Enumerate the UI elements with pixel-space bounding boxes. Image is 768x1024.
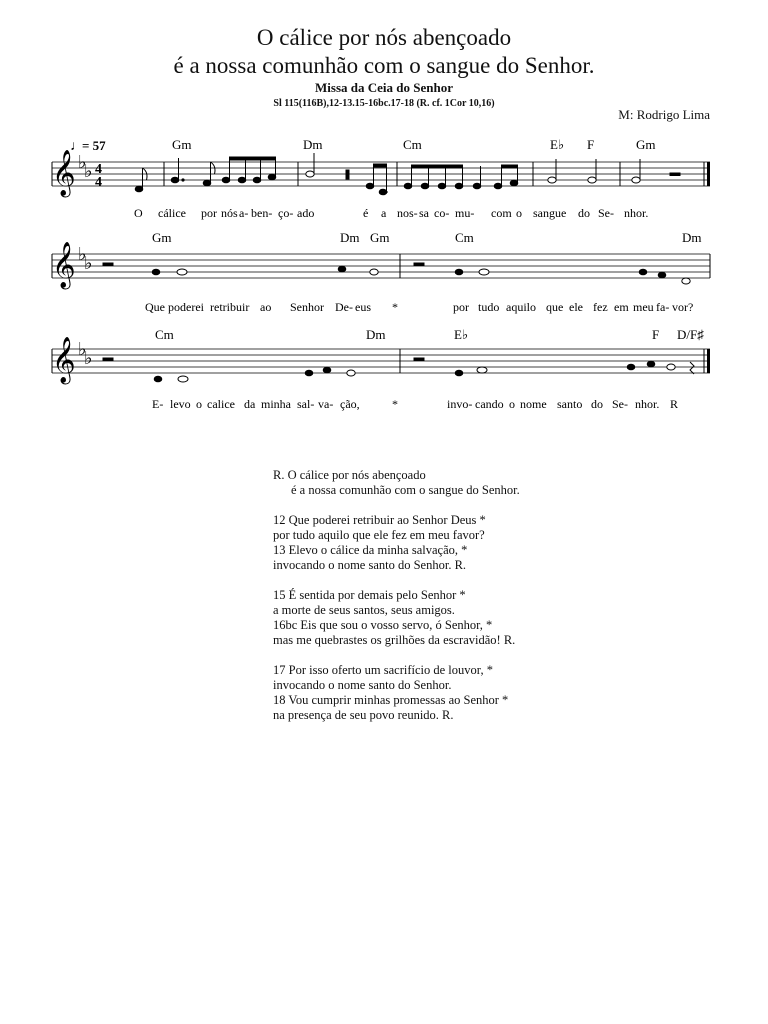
psalm-line: 18 Vou cumprir minhas promessas ao Senhor * [273, 693, 509, 707]
flat-sign-icon: ♭ [84, 253, 93, 274]
psalm-line: 16bc Eis que sou o vosso servo, ó Senhor, * [273, 618, 493, 632]
lyric-syllable: sa [419, 206, 429, 220]
psalm-line: 15 É sentida por demais pelo Senhor * [273, 588, 466, 602]
lyric-syllable: retribuir [210, 300, 250, 314]
flat-sign-icon: ♭ [84, 161, 93, 182]
lyric-syllable: E- [152, 397, 164, 411]
lyric-syllable: * [392, 300, 398, 314]
treble-clef-icon: 𝄞 [52, 337, 76, 383]
psalm-line: é a nossa comunhão com o sangue do Senhor. [291, 483, 520, 497]
psalm-line: invocando o nome santo do Senhor. [273, 678, 452, 692]
lyric-syllable: Se- [598, 206, 614, 220]
title-line-2: é a nossa comunhão com o sangue do Senhor. [173, 53, 595, 78]
subtitle: Missa da Ceia do Senhor [315, 80, 453, 95]
staff-system-1 [52, 137, 710, 220]
lyric-syllable: Se- [612, 397, 628, 411]
chord-symbol: Dm [340, 230, 360, 245]
psalm-line: mas me quebrastes os grilhões da escravidão! R. [273, 633, 516, 647]
title-line-1: O cálice por nós abençoado [256, 25, 512, 50]
lyric-syllable: da [244, 397, 256, 411]
lyric-syllable: meu [633, 300, 654, 314]
lyric-syllable: santo [557, 397, 583, 411]
lyric-syllable: Senhor [290, 300, 324, 314]
lyric-syllable: o [516, 206, 522, 220]
lyric-syllable: nome [520, 397, 547, 411]
psalm-text [273, 468, 673, 723]
lyric-syllable: nós [221, 206, 238, 220]
treble-clef-icon: 𝄞 [52, 242, 76, 288]
chord-symbol: Gm [172, 137, 192, 152]
lyric-syllable: tudo [478, 300, 500, 314]
lyric-syllable: aquilo [506, 300, 536, 314]
flat-sign-icon: ♭ [78, 244, 87, 265]
psalm-gap [273, 573, 673, 588]
lyric-syllable: é [363, 206, 369, 220]
psalm-line: por tudo aquilo que ele fez em meu favor? [273, 528, 485, 542]
lyric-syllable: por [201, 206, 217, 220]
lyric-syllable: R [670, 397, 679, 411]
tempo-note-icon: ♩ [70, 139, 84, 154]
flat-sign-icon: ♭ [78, 339, 87, 360]
chord-symbol: Gm [370, 230, 390, 245]
lyric-syllable: calice [207, 397, 235, 411]
psalm-line: 12 Que poderei retribuir ao Senhor Deus * [273, 513, 486, 527]
chord-symbol: Cm [403, 137, 422, 152]
lyric-syllable: ço- [278, 206, 294, 220]
lyric-syllable: que [546, 300, 564, 314]
lyric-syllable: nhor. [624, 206, 649, 220]
lyric-syllable: sangue [533, 206, 567, 220]
lyric-syllable: Que [145, 300, 165, 314]
psalm-line: 17 Por isso oferto um sacrifício de louvor, * [273, 663, 493, 677]
chord-symbol: Gm [636, 137, 656, 152]
lyric-syllable: mu- [455, 206, 475, 220]
lyric-syllable: a [381, 206, 387, 220]
lyric-syllable: * [392, 397, 398, 411]
chord-symbol: Dm [366, 327, 386, 342]
flat-sign-icon: ♭ [84, 348, 93, 369]
treble-clef-icon: 𝄞 [52, 150, 76, 196]
lyric-syllable: nos- [397, 206, 418, 220]
lyric-syllable: levo [170, 397, 191, 411]
lyric-syllable: co- [434, 206, 450, 220]
chord-symbol: E♭ [454, 327, 469, 342]
lyric-syllable: invo- [447, 397, 473, 411]
time-sig-bottom: 4 [95, 175, 102, 190]
lyric-syllable: cálice [158, 206, 186, 220]
psalm-gap [273, 498, 673, 513]
lyric-syllable: O [134, 206, 143, 220]
chord-symbol: D/F♯ [677, 327, 704, 342]
lyric-syllable: De- [335, 300, 353, 314]
lyric-syllable: o [509, 397, 515, 411]
chord-symbol: Cm [155, 327, 174, 342]
lyric-syllable: fez [593, 300, 608, 314]
lyric-syllable: cando [475, 397, 504, 411]
psalm-reference: Sl 115(116B),12-13.15-16bc.17-18 (R. cf. 1Cor 10,16) [273, 98, 495, 109]
lyric-syllable: do [578, 206, 590, 220]
lyric-syllable: do [591, 397, 603, 411]
psalm-line: R. O cálice por nós abençoado [273, 468, 426, 482]
lyric-syllable: em [614, 300, 629, 314]
psalm-line: a morte de seus santos, seus amigos. [273, 603, 455, 617]
lyric-syllable: eus [355, 300, 371, 314]
time-sig-top: 4 [95, 162, 102, 177]
lyric-syllable: ele [569, 300, 583, 314]
lyric-syllable: vor? [672, 300, 694, 314]
staff-system-3 [52, 327, 710, 411]
lyric-syllable: a- [239, 206, 249, 220]
lyric-syllable: sal- [297, 397, 315, 411]
lyric-syllable: nhor. [635, 397, 660, 411]
lyric-syllable: poderei [168, 300, 204, 314]
lyric-syllable: ção, [340, 397, 360, 411]
tempo-marking: = 57 [82, 138, 106, 153]
music-score [0, 0, 768, 440]
chord-symbol: Cm [455, 230, 474, 245]
chord-symbol: F [587, 137, 595, 152]
lyric-syllable: fa- [656, 300, 670, 314]
staff-system-2 [52, 230, 710, 314]
psalm-line: 13 Elevo o cálice da minha salvação, * [273, 543, 468, 557]
lyric-syllable: por [453, 300, 469, 314]
psalm-line: na presença de seu povo reunido. R. [273, 708, 454, 722]
flat-sign-icon: ♭ [78, 152, 87, 173]
psalm-line: invocando o nome santo do Senhor. R. [273, 558, 467, 572]
lyric-syllable: ao [260, 300, 272, 314]
psalm-gap [273, 648, 673, 663]
composer: M: Rodrigo Lima [618, 107, 710, 122]
chord-symbol: Gm [152, 230, 172, 245]
lyric-syllable: o [196, 397, 202, 411]
lyric-syllable: ado [297, 206, 315, 220]
chord-symbol: Dm [682, 230, 702, 245]
lyric-syllable: minha [261, 397, 291, 411]
lyric-syllable: va- [318, 397, 334, 411]
chord-symbol: E♭ [550, 137, 565, 152]
lyric-syllable: com [491, 206, 512, 220]
chord-symbol: Dm [303, 137, 323, 152]
chord-symbol: F [652, 327, 660, 342]
lyric-syllable: ben- [251, 206, 273, 220]
